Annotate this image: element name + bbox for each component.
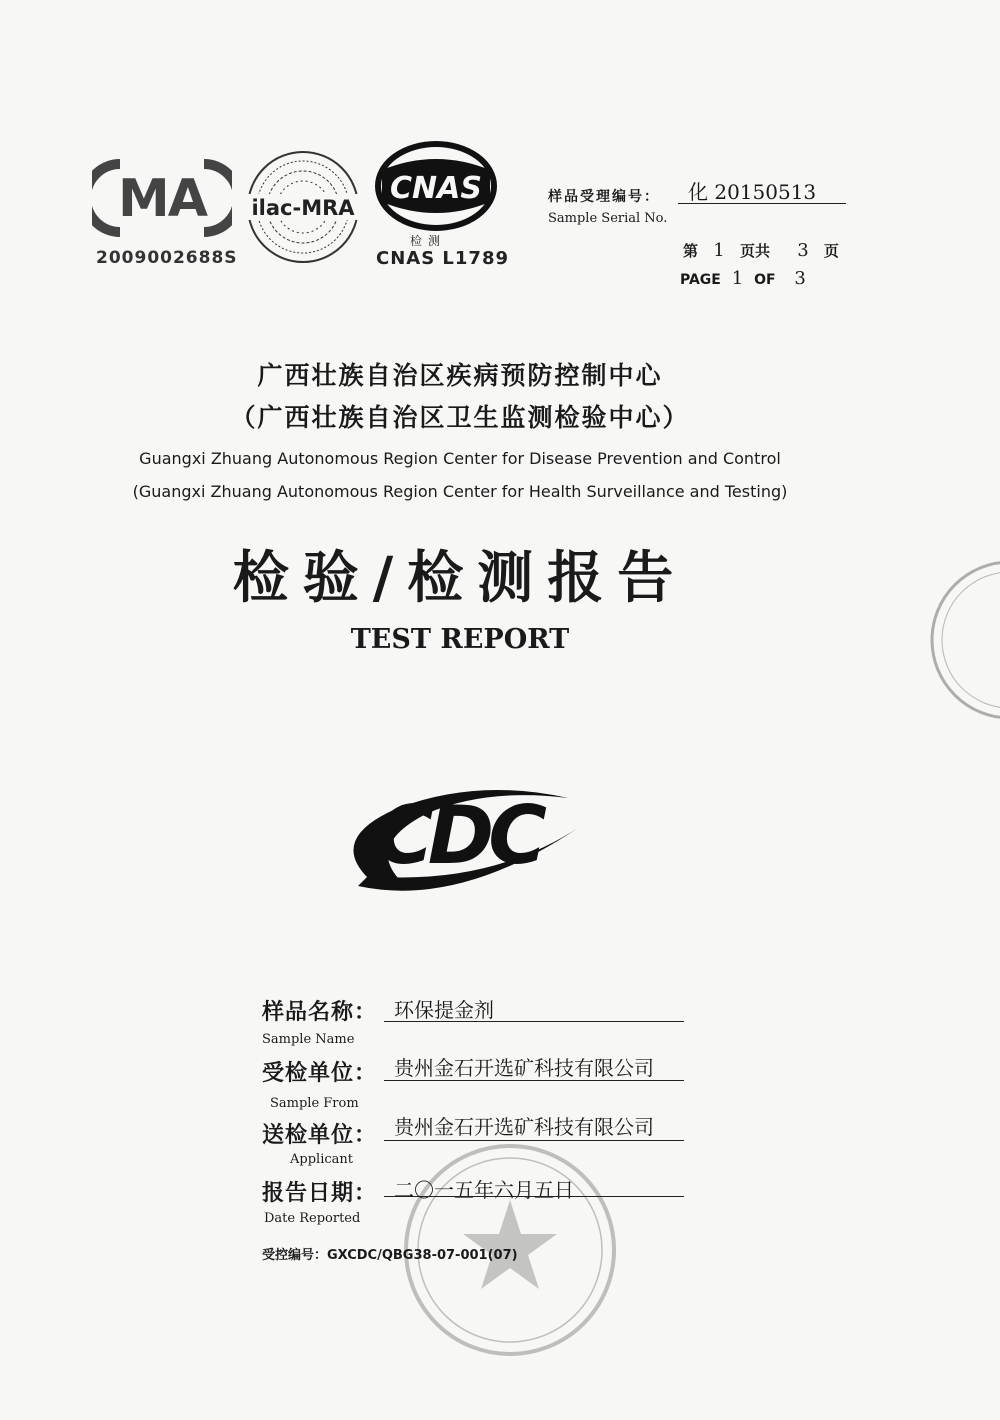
- sample-name-underline: [384, 1021, 684, 1022]
- sample-from-label-en: Sample From: [270, 1096, 359, 1111]
- serial-label-en: Sample Serial No.: [548, 211, 668, 226]
- page-en-of: OF: [754, 272, 776, 288]
- applicant-label: 送检单位：: [262, 1123, 378, 1148]
- cnas-sub: 检测: [410, 234, 447, 248]
- date-reported-value: 二〇一五年六月五日: [394, 1178, 574, 1202]
- svg-text:ilac-MRA: ilac-MRA: [251, 196, 355, 220]
- cma-logo-icon: [92, 158, 232, 238]
- report-title-cn: 检验/检测报告: [232, 546, 688, 611]
- page-current: 1: [713, 240, 725, 261]
- ilac-mra-logo-icon: [238, 148, 368, 266]
- page-cn-middle: 页共: [739, 242, 770, 260]
- serial-label: 样品受理编号：: [548, 189, 660, 205]
- sample-from-label: 受检单位：: [262, 1061, 378, 1086]
- sample-name-label-en: Sample Name: [262, 1032, 355, 1047]
- svg-text:CNAS: CNAS: [390, 171, 482, 206]
- applicant-value: 贵州金石开选矿科技有限公司: [394, 1115, 654, 1139]
- date-reported-underline: [384, 1196, 684, 1197]
- cnas-code: CNAS L1789: [376, 248, 510, 269]
- serial-value: 化 20150513: [688, 180, 817, 204]
- page-en-prefix: PAGE: [680, 272, 721, 288]
- cdc-logo-icon: [338, 768, 588, 898]
- applicant-underline: [384, 1140, 684, 1141]
- serial-underline: [678, 203, 846, 204]
- sample-from-underline: [384, 1080, 684, 1081]
- applicant-label-en: Applicant: [290, 1152, 353, 1167]
- page-counter-cn: [683, 240, 839, 261]
- svg-text:CDC: CDC: [375, 789, 541, 882]
- page-cn-prefix: 第: [683, 242, 699, 260]
- page-cn-suffix: 页: [823, 242, 839, 260]
- organization-alt-name-cn: （广西壮族自治区卫生监测检验中心）: [230, 403, 690, 432]
- date-reported-label-en: Date Reported: [264, 1211, 361, 1226]
- report-title-en: TEST REPORT: [350, 624, 570, 655]
- page-total: 3: [797, 240, 809, 261]
- date-reported-label: 报告日期：: [262, 1181, 378, 1206]
- sample-name-label: 样品名称：: [262, 1000, 378, 1025]
- page-counter-en: [680, 268, 812, 289]
- control-number: 受控编号：GXCDC/QBG38-07-001(07): [262, 1248, 518, 1263]
- page-current-en: 1: [731, 268, 744, 289]
- edge-seal-stamp-icon: [925, 555, 1000, 725]
- organization-alt-name-en: (Guangxi Zhuang Autonomous Region Center for Health Surveillance and Testing): [132, 482, 788, 501]
- svg-text:MA: MA: [118, 169, 206, 229]
- organization-name-cn: 广西壮族自治区疾病预防控制中心: [257, 361, 663, 390]
- organization-name-en: Guangxi Zhuang Autonomous Region Center for Disease Prevention and Control: [139, 449, 781, 468]
- page-total-en: 3: [794, 268, 806, 289]
- cnas-logo-icon: [372, 140, 500, 236]
- sample-from-value: 贵州金石开选矿科技有限公司: [394, 1056, 654, 1080]
- sample-name-value: 环保提金剂: [394, 998, 494, 1022]
- cma-code: 2009002688S: [96, 248, 238, 268]
